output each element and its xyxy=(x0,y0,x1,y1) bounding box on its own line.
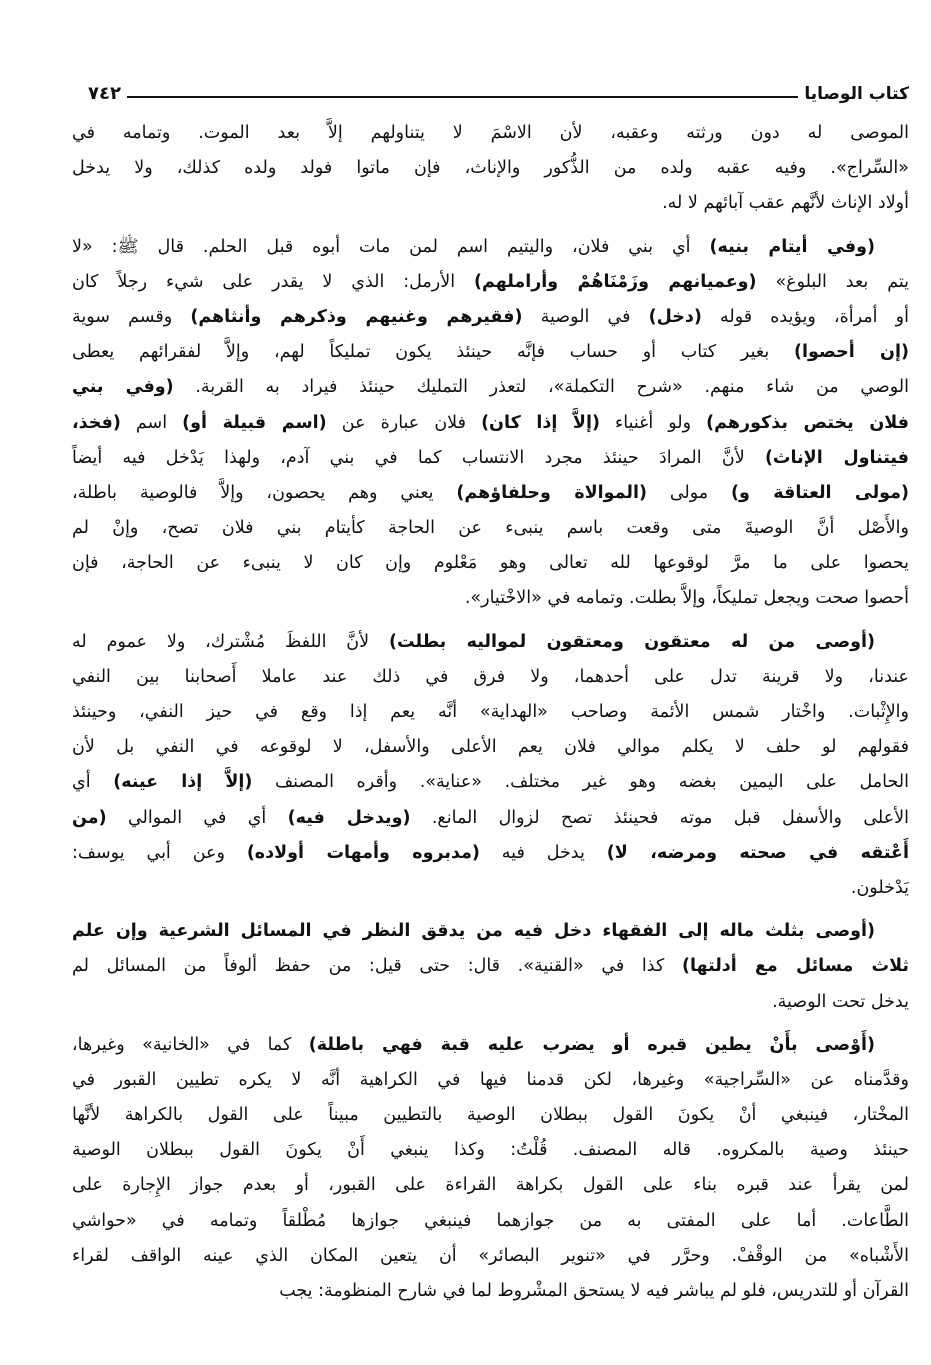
commentary-text: الوصي من شاء منهم. «شرح التكملة»، لتعذر التمليك حينئذ فيراد به القربة. xyxy=(173,377,909,398)
matn-text: (وعميانهم وزَمْنَاهُمْ وأراملهم) xyxy=(473,271,757,292)
text-line xyxy=(72,186,909,221)
text-line xyxy=(72,300,909,335)
commentary-text: فقولهم لو حلف لا يكلم موالي فلان يعم الأعلى والأسفل، لا لوقوعه في النفي بل لأن xyxy=(72,737,909,758)
text-line xyxy=(72,476,909,511)
commentary-text: يعني وهم يحصون، وإلاَّ فالوصية باطلة، xyxy=(72,482,457,503)
matn-text: (الموالاة وحلفاؤهم) xyxy=(456,482,647,503)
commentary-text: أولاد الإناث لأنَّهم عقب آبائهم لا له. xyxy=(662,193,909,214)
matn-text: (مولى العتاقة و) xyxy=(731,482,909,503)
matn-text: (أوصى من له معتقون ومعتقون لمواليه بطلت) xyxy=(388,631,875,652)
text-line xyxy=(72,949,909,984)
text-line xyxy=(72,1239,909,1274)
text-line xyxy=(72,836,909,871)
text-line xyxy=(72,511,909,546)
running-header xyxy=(88,76,909,104)
matn-text: (مدبروه وأمهات أولاده) xyxy=(246,842,480,863)
text-line xyxy=(72,1098,909,1133)
text-line xyxy=(72,765,909,800)
commentary-text: عندنا، ولا قرينة تدل على أحدهما، ولا فرق في ذلك عند عاملا أَصحابنا بين النفي xyxy=(72,666,909,687)
commentary-text: والأَصْل أنَّ الوصيةَ متى وقعت باسم ينبىء عن الحاجة كأيتام بني فلان تصح، وإنْ لم xyxy=(72,518,909,539)
commentary-text: الطَّاعات. أما على المفتى به من جوازهما فينبغي جوازها مُطْلقاً وتمامه في «حواشي xyxy=(72,1210,909,1231)
commentary-text: المخْتار، فينبغي أنْ يكونَ القول ببطلان الوصية بالتطيين مبيناً على القول بالكراهة لأنَّها xyxy=(72,1105,909,1126)
commentary-text: القرآن أو للتدريس، فلو لم يباشر فيه لا يستحق المشْروط لما في شارح المنظومة: يجب xyxy=(279,1281,909,1301)
commentary-text: الموصى له دون ورثته وعقبه، لأن الاسْمَ لا يتناولهم إلاَّ بعد الموت. وتمامه في xyxy=(72,123,909,143)
text-line xyxy=(72,695,909,730)
commentary-text: أحصوا صحت ويجعل تمليكاً، وإلاَّ بطلت. وتمامه في «الاخْتيار». xyxy=(464,588,909,609)
matn-text: فلان يختص بذكورهم) xyxy=(706,412,910,433)
text-line xyxy=(72,1274,909,1309)
commentary-text: أي xyxy=(72,772,114,793)
matn-text: (ويدخل فيه) xyxy=(287,807,411,828)
commentary-text: يتم بعد البلوغ» xyxy=(756,271,910,292)
paragraph xyxy=(72,625,909,907)
commentary-text: يحصوا على ما مرَّ لوقوعها لله تعالى وهو مَعْلوم وإن كان لا ينبىء عن الحاجة، فإن xyxy=(72,553,909,574)
matn-text: (وفي أيتام بنيه) xyxy=(709,236,875,257)
text-line xyxy=(72,1168,909,1203)
book-title: كتاب الوصايا xyxy=(804,84,909,104)
commentary-text: والإِثْبات. واخْتار شمس الأئمة وصاحب «الهداية» أنَّه يعم إذا وقع في حيز النفي، وحينئذ xyxy=(72,702,909,722)
matn-text: (فخذ، xyxy=(72,412,121,433)
paragraph xyxy=(72,1028,909,1310)
commentary-text: يدخل فيه xyxy=(479,842,607,863)
commentary-text: الأَشْباه» من الوقْفْ. وحرَّر في «تنوير البصائر» أن يتعين المكان الذي عينه الواقف لقراء xyxy=(72,1245,909,1266)
commentary-text: بغير كتاب أو حساب فإنَّه حينئذ يكون تمليكاً لهم، وإلاَّ لفقرائهم يعطى xyxy=(72,342,794,363)
text-line xyxy=(72,871,909,906)
text-line xyxy=(72,151,909,186)
commentary-text: أي في الموالي xyxy=(106,807,288,828)
text-line xyxy=(72,335,909,370)
text-line xyxy=(72,801,909,836)
text-line xyxy=(72,914,909,949)
matn-text: (دخل) xyxy=(648,306,702,327)
page-body xyxy=(72,116,909,1317)
matn-text: (أَوْصى بأَنْ يطين قبره أو يضرب عليه قبة فهي باطلة) xyxy=(308,1034,875,1055)
commentary-text: مولى xyxy=(646,482,732,503)
commentary-text: كذا في «القنية». قال: حتى قيل: من حفظ ألوفاً من المسائل لم xyxy=(72,956,682,977)
matn-text: أَعْتقه في صحته ومرضه، لا) xyxy=(606,842,909,863)
text-line xyxy=(72,1204,909,1239)
commentary-text: أي بني فلان، واليتيم اسم لمن مات أبوه قبل الحلم. قال ﷺ: «لا xyxy=(72,236,710,257)
matn-text: (إن أحصوا) xyxy=(793,342,909,363)
text-line xyxy=(72,730,909,765)
commentary-text: لأنَّ المرادَ حينئذ مجرد الانتساب كما في بني آدم، ولهذا يَدْخل فيه أيضاً xyxy=(72,447,765,468)
matn-text: (اسم قبيلة أو) xyxy=(182,412,327,433)
commentary-text: وعن أبي يوسف: xyxy=(72,842,247,863)
matn-text: (فقيرهم وغنيهم وذكرهم وأنثاهم) xyxy=(190,306,523,327)
commentary-text: كما في «الخانية» وغيرها، xyxy=(72,1034,309,1055)
text-line xyxy=(72,660,909,695)
commentary-text: وقدَّمناه عن «السِّراجية» وغيرها، لكن قدمنا فيها في الكراهية أنَّه لا يكره تطيين القبور في xyxy=(72,1069,909,1090)
text-line xyxy=(72,625,909,660)
commentary-text: ولو أغنياء xyxy=(599,412,707,433)
text-line xyxy=(72,230,909,265)
text-line xyxy=(72,441,909,476)
commentary-text: يدخل تحت الوصية. xyxy=(772,991,909,1012)
commentary-text: اسم xyxy=(120,412,183,433)
matn-text: (إلاَّ إذا عينه) xyxy=(113,772,253,793)
commentary-text: لأنَّ اللفظَ مُشْترك، ولا عموم له xyxy=(72,631,389,652)
header-rule xyxy=(127,96,798,98)
matn-text: (إلاَّ إذا كان) xyxy=(481,412,600,433)
commentary-text: يَدْخلون. xyxy=(850,877,909,898)
text-line xyxy=(72,1028,909,1063)
commentary-text: الأعلى والأسفل قبل موته فحينئذ تصح لزوال المانع. xyxy=(410,807,910,828)
commentary-text: في الوصية xyxy=(522,306,649,327)
commentary-text: حينئذ وصية بالمكروه. قاله المصنف. قُلْتُ: وكذا ينبغي أَنْ يكونَ القول ببطلان الوصية xyxy=(72,1140,909,1161)
text-line xyxy=(72,265,909,300)
text-line xyxy=(72,546,909,581)
commentary-text: الحامل على اليمين بغضه وهو غير مختلف. «عناية». وأقره المصنف xyxy=(252,772,910,793)
commentary-text: وقسم سوية xyxy=(72,306,191,327)
commentary-text: أو أمرأة، ويؤيده قوله xyxy=(701,306,909,327)
matn-text: (أوصى بثلث ماله إلى الفقهاء دخل فيه من يدقق النظر في المسائل الشرعية وإن علم xyxy=(72,921,875,942)
paragraph xyxy=(72,914,909,1020)
matn-text: ثلاث مسائل مع أدلتها) xyxy=(681,956,909,977)
matn-text: (من xyxy=(72,807,107,828)
commentary-text: الأرمل: الذي لا يقدر على شيء رجلاً كان xyxy=(72,271,474,292)
paragraph xyxy=(72,116,909,222)
commentary-text: «السِّراج». وفيه عقبه ولده من الذُّكور والإناث، فإن ماتوا فولد ولده كذلك، ولا يدخل xyxy=(72,158,909,179)
text-line xyxy=(72,370,909,405)
text-line xyxy=(72,1063,909,1098)
text-line xyxy=(72,406,909,441)
commentary-text: لمن يقرأ عند قبره بناء على القول بكراهة القراءة على القبور، أو بعدم جواز الإِجارة على xyxy=(72,1175,909,1196)
text-line xyxy=(72,581,909,616)
matn-text: فيتناول الإناث) xyxy=(764,447,909,468)
commentary-text: فلان عبارة عن xyxy=(326,412,482,433)
text-line xyxy=(72,116,909,151)
matn-text: (وفي بني xyxy=(72,377,174,398)
page-number: ٧٤٢ xyxy=(88,83,121,104)
text-line xyxy=(72,1133,909,1168)
paragraph xyxy=(72,230,909,617)
text-line xyxy=(72,985,909,1020)
